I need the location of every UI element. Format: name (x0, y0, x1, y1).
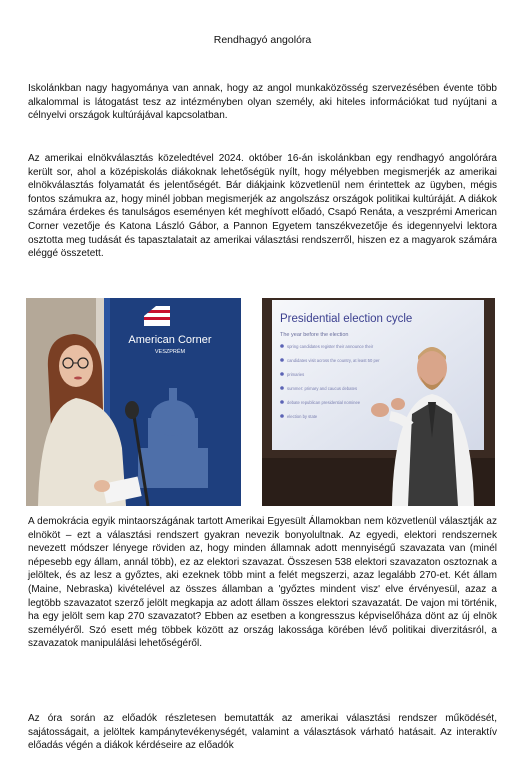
paragraph-intro: Iskolánkban nagy hagyománya van annak, hogy az angol munkaközösség szervezésében évente több alkalommal is látogatást tesz az intézményben olyan személy, aki hiteles információkat tud nyújtani a célnyelvi országok kultúrájával kapcsolatban. (28, 83, 497, 122)
slide-bullet: election by state (287, 414, 318, 419)
document-title: Rendhagyó angolóra (213, 34, 312, 46)
slide-bullet: primaries (287, 372, 305, 377)
slide-bullet: summer: primary and caucus debates (287, 386, 358, 391)
photo-speaker-american-corner (26, 298, 241, 506)
slide-title: Presidential election cycle (280, 313, 413, 325)
slide-subtitle: The year before the election (280, 332, 349, 338)
paragraph-election-system: A demokrácia egyik mintaországának tartott Amerikai Egyesült Államokban nem közvetlenül választják az elnököt – ezt a választási rendszert gyakran nevezik bonyolultnak. Az egyedi, elektori rendszernek nevezett módszer lényege röviden az, hogy minden államnak adott mennyiségű szavazata van (minél népesebb egy állam, annál több), ez az elektori szavazat. Összesen 538 elektori szavazaton osztoznak a jelöltek, és az lesz a győztes, aki ezeknek több mint a felét megszerzi, azaz legalább 270-et. Két állam (Maine, Nebraska) kivételével az összes államban a 'győztes mindent visz' elve érvényesül, azaz a legtöbb szavazatot szerző jelölt megkapja az adott állam összes elektori szavazatát. De vajon mi történik, ha egy jelölt sem kap 270 szavazatot? Ebben az esetben a kongresszus képviselőháza dönt az új elnök személyéről. Szó esett még többek között az ország lakossága körében lévő politikai diverzitásról, a szavazatok manipulálási lehetőségéről. (28, 516, 497, 650)
slide-bullet: debate republican presidential nominee (287, 400, 361, 405)
paragraph-event: Az amerikai elnökválasztás közeledtével 2024. október 16-án iskolánkban egy rendhagyó angolórára került sor, ahol a középiskolás diákoknak lehetőségük nyílt, hogy mélyebben megismerjék az amerikai elnökválasztás folyamatát és jelentőségét. Bár diákjaink közvetlenül nem érintettek az ügyben, mégis fontos számukra az, hogy minél jobban megismerjék az angolszász országok politikai kultúráját. A diákok számára érdekes és tanulságos eseményen két meghívott előadó, Csapó Renáta, a veszprémi American Corner vezetője és Katona László Gábor, a Pannon Egyetem tanszékvezetője és idegennyelvi lektora osztotta meg tudását és tapasztalatait az amerikai választási rendszerről, hiszen ez a magyarok számára eléggé összetett. (28, 153, 497, 260)
paragraph-lesson: Az óra során az előadók részletesen bemutatták az amerikai választási rendszer működését, sajátosságait, a jelöltek kampánytevékenységét, valamint a választások várható hatásait. Az interaktív előadás végén a diákok kérdéseire az előadók (28, 713, 497, 752)
banner-subtext: VESZPRÉM (154, 349, 186, 355)
slide-bullet: candidates visit across the country, at least 50 per (287, 358, 380, 363)
photo-lecturer-slide (262, 298, 495, 506)
slide-bullet: spring candidates register their announce their (287, 344, 374, 349)
banner-text: American Corner (128, 334, 212, 346)
